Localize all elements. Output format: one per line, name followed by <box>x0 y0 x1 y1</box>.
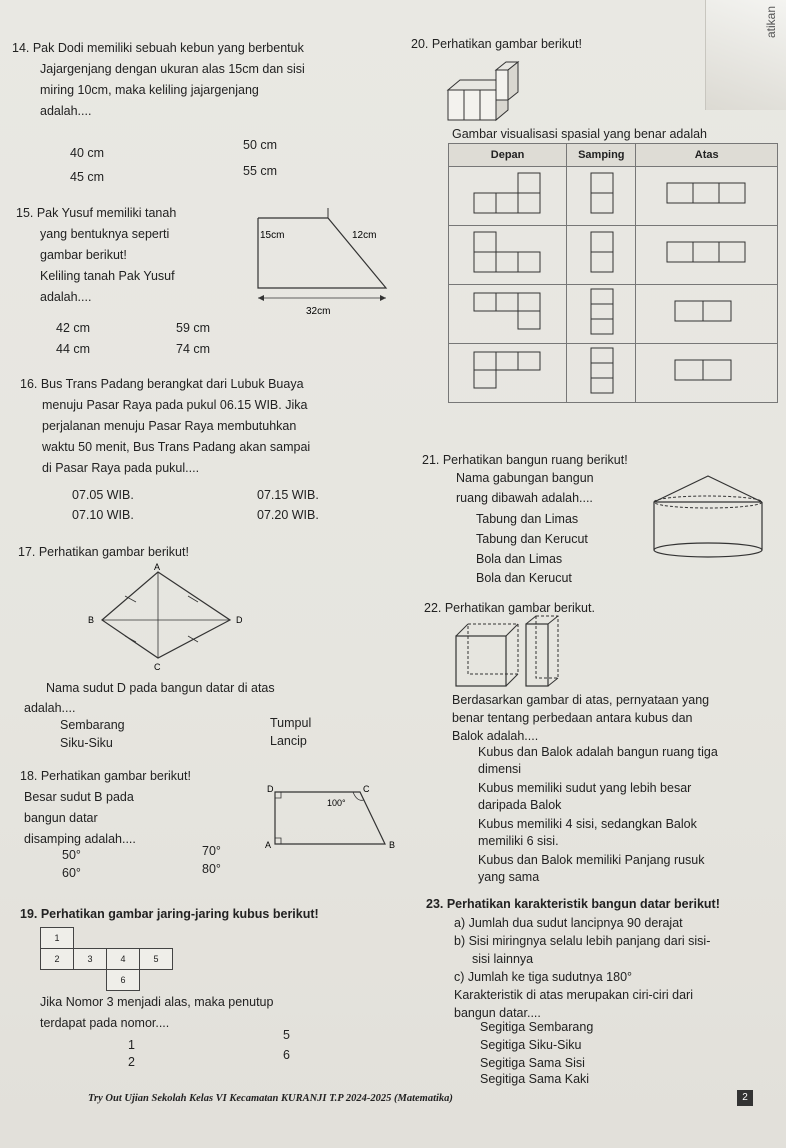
net-face-1: 1 <box>41 928 74 949</box>
q21-option-d[interactable]: Bola dan Kerucut <box>476 571 572 585</box>
q17-text-2: adalah.... <box>24 701 76 715</box>
q19-option-d[interactable]: 6 <box>283 1048 290 1062</box>
q14-option-d[interactable]: 55 cm <box>243 164 278 178</box>
q18-option-c[interactable]: 60° <box>62 866 81 880</box>
q20-option-row-3[interactable] <box>449 285 778 344</box>
atas-view-1 <box>659 169 755 219</box>
q17-option-b[interactable]: Tumpul <box>270 716 312 730</box>
q18-option-d[interactable]: 80° <box>202 862 221 876</box>
q19-cube-net <box>40 927 206 991</box>
q15-bottom-label: 32cm <box>306 306 331 317</box>
q17-label-a: A <box>154 562 161 572</box>
q15-trapezoid-figure <box>248 198 396 320</box>
net-face-3: 3 <box>74 949 107 970</box>
q18-text: 18. Perhatikan gambar berikut! Besar sudut B pada bangun datar disamping adalah.... <box>20 769 191 846</box>
page-footer: Try Out Ujian Sekolah Kelas VI Kecamatan KURANJI T.P 2024-2025 (Matematika) <box>88 1093 453 1104</box>
q18-option-a[interactable]: 50° <box>62 848 81 862</box>
depan-view-1 <box>468 169 548 219</box>
q22-option-a[interactable]: Kubus dan Balok adalah bangun ruang tiga dimensi <box>478 745 718 776</box>
q17-label-b: B <box>88 615 95 625</box>
q21-text: Nama gabungan bangun <box>456 471 594 485</box>
q18-label-d: D <box>267 784 274 794</box>
q19-title: 19. Perhatikan gambar jaring-jaring kubus berikut! <box>20 907 319 921</box>
q14-option-a[interactable]: 40 cm <box>70 146 105 160</box>
q21-option-c[interactable]: Bola dan Limas <box>476 552 563 566</box>
q17-kite-figure <box>80 560 250 675</box>
q20-option-row-2[interactable] <box>449 226 778 285</box>
atas-view-2 <box>659 228 755 278</box>
q23-option-b[interactable]: Segitiga Siku-Siku <box>480 1038 582 1052</box>
q16-option-c[interactable]: 07.10 WIB. <box>72 508 134 522</box>
q14-option-c[interactable]: 45 cm <box>70 170 105 184</box>
q21-option-a[interactable]: Tabung dan Limas <box>476 512 579 526</box>
q22-text: Berdasarkan gambar di atas, pernyataan yang <box>452 693 710 707</box>
curl-text: atikan <box>764 6 778 39</box>
q20-view-table <box>448 143 778 403</box>
net-face-5: 5 <box>140 949 173 970</box>
page-number: 2 <box>737 1090 753 1106</box>
q16-option-d[interactable]: 07.20 WIB. <box>257 508 319 522</box>
depan-view-3 <box>468 287 548 337</box>
net-face-6: 6 <box>107 970 140 991</box>
net-face-2: 2 <box>41 949 74 970</box>
q23-option-d[interactable]: Segitiga Sama Kaki <box>480 1072 590 1086</box>
q15-text: 15. Pak Yusuf memiliki tanah yang bentuknya seperti gambar berikut! Keliling tanah Pak Yusuf adalah.... <box>16 206 177 304</box>
q21-option-b[interactable]: Tabung dan Kerucut <box>476 532 588 546</box>
q19-text-2: terdapat pada nomor.... <box>40 1016 170 1030</box>
q19-option-b[interactable]: 5 <box>283 1028 290 1042</box>
q14-text: 14. Pak Dodi memiliki sebuah kebun yang berbentuk Jajargenjang dengan ukuran alas 15cm dan sisi miring 10cm, maka keliling jajargenjang adalah.... <box>12 41 305 118</box>
q19-option-c[interactable]: 2 <box>128 1055 135 1069</box>
q16-option-a[interactable]: 07.05 WIB. <box>72 488 134 502</box>
q23-option-a[interactable]: Segitiga Sembarang <box>480 1020 594 1034</box>
q18-label-c: C <box>363 784 370 794</box>
samping-view-1 <box>581 169 621 219</box>
q17-title: 17. Perhatikan gambar berikut! <box>18 545 189 559</box>
q18-option-b[interactable]: 70° <box>202 844 221 858</box>
q20-title: 20. Perhatikan gambar berikut! <box>411 37 582 51</box>
q15-option-d[interactable]: 74 cm <box>176 342 211 356</box>
atas-view-4 <box>659 346 755 396</box>
header-atas: Atas <box>636 144 778 167</box>
samping-view-4 <box>581 346 621 396</box>
q17-label-d: D <box>236 615 243 625</box>
q17-text: Nama sudut D pada bangun datar di atas <box>46 681 275 695</box>
q21-title: 21. Perhatikan bangun ruang berikut! <box>422 453 628 467</box>
q15-option-b[interactable]: 59 cm <box>176 321 211 335</box>
header-depan: Depan <box>449 144 567 167</box>
q22-text-2: benar tentang perbedaan antara kubus dan <box>452 711 693 725</box>
q15-left-label: 15cm <box>260 230 285 241</box>
q20-option-row-1[interactable] <box>449 167 778 226</box>
q15-option-c[interactable]: 44 cm <box>56 342 91 356</box>
header-samping: Samping <box>567 144 636 167</box>
q16-text: 16. Bus Trans Padang berangkat dari Lubuk Buaya menuju Pasar Raya pada pukul 06.15 WIB. Jika perjalanan menuju Pasar Raya membutuhkan waktu 50 menit, Bus Trans Padang akan sampai di Pasar Raya pada pukul.... <box>20 377 311 475</box>
q22-cube-cuboid-figure <box>450 612 590 692</box>
q23-option-c[interactable]: Segitiga Sama Sisi <box>480 1056 585 1070</box>
samping-view-3 <box>581 287 621 337</box>
q22-option-d[interactable]: Kubus dan Balok memiliki Panjang rusuk yang sama <box>478 853 705 884</box>
q14-option-b[interactable]: 50 cm <box>243 138 278 152</box>
q22-title: 22. Perhatikan gambar berikut. <box>424 601 595 615</box>
q22-option-c[interactable]: Kubus memiliki 4 sisi, sedangkan Balok memiliki 6 sisi. <box>478 817 697 848</box>
q17-option-a[interactable]: Sembarang <box>60 718 125 732</box>
q17-label-c: C <box>154 662 161 672</box>
q21-cylinder-cone-figure <box>646 470 770 566</box>
q20-block-figure <box>440 60 530 122</box>
net-face-4: 4 <box>107 949 140 970</box>
depan-view-2 <box>468 228 548 278</box>
q18-angle-label: 100° <box>327 798 346 808</box>
depan-view-4 <box>468 346 548 396</box>
samping-view-2 <box>581 228 621 278</box>
q17-option-c[interactable]: Siku-Siku <box>60 736 113 750</box>
q15-right-label: 12cm <box>352 230 377 241</box>
q22-text-3: Balok adalah.... <box>452 729 539 743</box>
q18-label-b: B <box>389 840 396 850</box>
q18-label-a: A <box>265 840 272 850</box>
q20-caption: Gambar visualisasi spasial yang benar adalah <box>452 127 708 141</box>
next-page-curl <box>705 0 786 110</box>
q17-option-d[interactable]: Lancip <box>270 734 307 748</box>
q18-trapezoid-figure <box>255 784 405 854</box>
q16-option-b[interactable]: 07.15 WIB. <box>257 488 319 502</box>
atas-view-3 <box>659 287 755 337</box>
q23-title: 23. Perhatikan karakteristik bangun datar berikut! <box>426 897 720 911</box>
q19-text: Jika Nomor 3 menjadi alas, maka penutup <box>40 995 274 1009</box>
q20-option-row-4[interactable] <box>449 344 778 403</box>
q19-option-a[interactable]: 1 <box>128 1038 135 1052</box>
q22-option-b[interactable]: Kubus memiliki sudut yang lebih besar daripada Balok <box>478 781 692 812</box>
q21-text-2: ruang dibawah adalah.... <box>456 491 593 505</box>
q15-option-a[interactable]: 42 cm <box>56 321 91 335</box>
q23-characteristics: a) Jumlah dua sudut lancipnya 90 derajat b) Sisi miringnya selalu lebih panjang dari sisi- sisi lainnya c) Jumlah ke tiga sudutnya 180° Karakteristik di atas merupakan ciri-ciri dari bangun datar.... <box>454 916 711 1020</box>
